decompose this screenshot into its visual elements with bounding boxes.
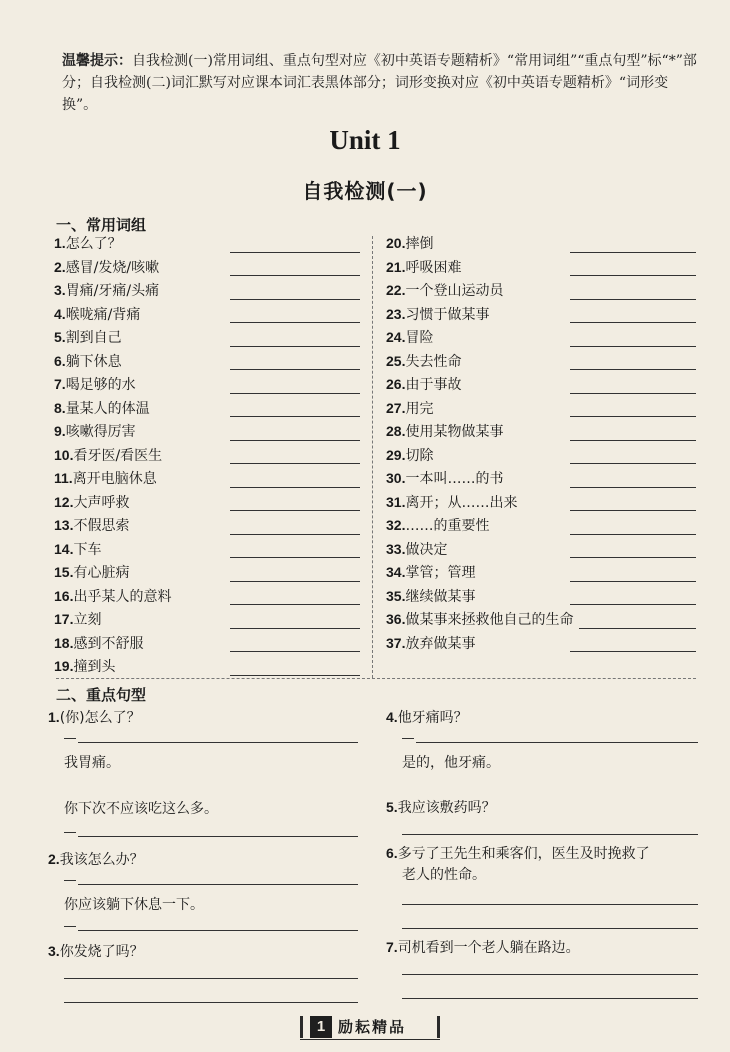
phrase-text: 下车 (73, 541, 102, 558)
phrase-number: 29. (386, 446, 406, 463)
answer-blank[interactable] (230, 299, 360, 300)
answer-blank[interactable] (570, 463, 696, 464)
phrase-item (54, 491, 366, 515)
phrase-item (54, 326, 366, 350)
answer-blank[interactable] (230, 510, 360, 511)
phrase-item (386, 232, 700, 256)
answer-blank[interactable] (230, 393, 360, 394)
phrase-text: 使用某物做某事 (405, 424, 504, 440)
answer-blank[interactable] (570, 557, 696, 558)
answer-blank[interactable] (570, 346, 696, 347)
phrase-text: 用完 (405, 400, 434, 417)
page-footer (300, 1014, 440, 1040)
phrase-item (54, 467, 366, 491)
phrase-text: 继续做某事 (405, 588, 476, 605)
phrase-text: 怎么了？ (65, 236, 122, 252)
phrase-number: 21. (386, 258, 406, 275)
phrase-number: 27. (386, 399, 406, 416)
sentence-response: 你应该躺下休息一下。 (64, 897, 204, 913)
phrase-text: 量某人的体温 (65, 400, 150, 417)
answer-line[interactable] (64, 1002, 358, 1003)
sentence-item (386, 842, 650, 865)
phrase-item (54, 350, 366, 374)
answer-blank[interactable] (570, 604, 696, 605)
unit-title: Unit 1 (329, 125, 401, 155)
phrase-number: 12. (54, 493, 74, 510)
phrase-number: 36. (386, 611, 406, 627)
phrase-number: 10. (54, 446, 74, 463)
phrase-item (386, 444, 700, 468)
phrase-item (54, 397, 366, 421)
sentence-number: 7. (386, 939, 398, 955)
phrase-item (386, 514, 700, 538)
phrase-number: 25. (386, 352, 406, 369)
answer-blank[interactable] (230, 651, 360, 652)
phrase-number: 14. (54, 540, 74, 557)
tip-note (62, 50, 702, 116)
phrases-left-column (54, 232, 366, 679)
sentence-number: 2. (48, 851, 60, 867)
phrase-number: 22. (386, 282, 406, 298)
phrase-text: 割到自己 (65, 330, 122, 346)
answer-line[interactable] (416, 742, 698, 743)
sentence-prompt: 我该怎么办？ (59, 852, 144, 868)
phrase-number: 16. (54, 587, 74, 604)
phrase-item (386, 303, 700, 327)
phrase-item (386, 608, 700, 632)
answer-line[interactable] (78, 884, 358, 885)
answer-blank[interactable] (230, 604, 360, 605)
dash-mark (64, 926, 76, 927)
answer-line[interactable] (64, 978, 358, 979)
phrase-number: 31. (386, 493, 406, 510)
phrase-text: 冒险 (405, 330, 434, 346)
phrase-item (54, 632, 366, 656)
answer-blank[interactable] (230, 557, 360, 558)
phrase-text: 一本叫……的书 (405, 471, 504, 487)
phrase-text: 喉咙痛/背痛 (65, 306, 141, 323)
answer-blank[interactable] (230, 675, 360, 676)
footer-bar (300, 1016, 303, 1038)
section-phrases-title: 一、常用词组 (56, 216, 147, 234)
phrase-text: 立刻 (73, 612, 102, 628)
phrase-number: 24. (386, 329, 406, 345)
sentence-item (48, 848, 144, 871)
dash-mark (64, 738, 76, 739)
sentence-response: 是的，他牙痛。 (402, 755, 500, 771)
phrase-number: 17. (54, 611, 74, 627)
phrase-number: 28. (386, 423, 406, 439)
phrase-item (54, 608, 366, 632)
phrase-number: 35. (386, 587, 406, 604)
phrase-text: 咳嗽得厉害 (65, 424, 136, 440)
sentence-response: 你下次不应该吃这么多。 (64, 801, 218, 817)
phrase-number: 1. (54, 235, 66, 251)
sentence-prompt-continued: 老人的性命。 (402, 867, 486, 883)
answer-blank[interactable] (230, 534, 360, 535)
phrase-number: 11. (54, 470, 73, 486)
answer-blank[interactable] (230, 416, 360, 417)
sentence-item (386, 706, 468, 729)
sentence-prompt: 你发烧了吗？ (59, 944, 144, 960)
column-divider (372, 236, 373, 678)
phrase-item (386, 256, 700, 280)
phrase-item (386, 491, 700, 515)
phrase-item (54, 373, 366, 397)
check-title: 自我检测(一) (302, 179, 428, 203)
phrase-number: 13. (54, 517, 74, 533)
phrase-item (54, 303, 366, 327)
phrase-number: 9. (54, 423, 66, 439)
answer-line[interactable] (402, 974, 698, 975)
answer-blank[interactable] (570, 440, 696, 441)
answer-blank[interactable] (570, 369, 696, 370)
phrase-text: 做决定 (405, 541, 448, 558)
dash-mark (64, 832, 76, 833)
phrase-item (54, 514, 366, 538)
answer-blank[interactable] (570, 534, 696, 535)
phrase-number: 15. (54, 564, 74, 580)
answer-blank[interactable] (230, 487, 360, 488)
tip-text: 自我检测(一)常用词组、重点句型对应《初中英语专题精析》“常用词组”“重点句型”标“*”部分；自我检测(二)词汇默写对应课本词汇表黑体部分；词形变换对应《初中英语专题精析》“词形变换”。 (62, 53, 697, 113)
phrase-text: 感冒/发烧/咳嗽 (65, 259, 160, 276)
phrase-text: 看牙医/看医生 (73, 447, 163, 464)
phrase-text: 失去性命 (405, 353, 462, 370)
phrase-item (386, 279, 700, 303)
phrase-item (386, 538, 700, 562)
phrase-number: 37. (386, 634, 406, 651)
section-divider (56, 678, 696, 679)
answer-blank[interactable] (230, 322, 360, 323)
sentence-response: 我胃痛。 (64, 755, 120, 771)
sentence-number: 5. (386, 799, 398, 815)
phrase-number: 2. (54, 258, 66, 275)
phrase-number: 20. (386, 235, 406, 251)
phrase-item (54, 655, 366, 679)
phrase-item (54, 561, 366, 585)
dash-mark (64, 880, 76, 881)
sentence-number: 4. (386, 709, 398, 725)
phrase-number: 34. (386, 564, 406, 580)
phrase-text: 不假思索 (73, 518, 130, 534)
phrase-text: 由于事故 (405, 377, 462, 393)
sentence-prompt: 多亏了王先生和乘客们，医生及时挽救了 (397, 846, 650, 862)
phrase-number: 3. (54, 282, 66, 298)
answer-blank[interactable] (570, 487, 696, 488)
phrase-text: 大声呼救 (73, 494, 130, 511)
answer-line[interactable] (78, 742, 358, 743)
phrase-item (54, 420, 366, 444)
phrase-number: 32. (386, 517, 406, 533)
phrase-number: 30. (386, 470, 406, 486)
phrase-text: 切除 (405, 447, 434, 464)
answer-blank[interactable] (570, 510, 696, 511)
phrase-item (386, 467, 700, 491)
phrase-number: 26. (386, 376, 406, 392)
phrase-item (54, 538, 366, 562)
phrase-number: 19. (54, 658, 74, 674)
answer-line[interactable] (402, 998, 698, 999)
tip-label: 温馨提示： (62, 53, 132, 69)
phrase-text: 感到不舒服 (73, 635, 144, 652)
phrase-text: 呼吸困难 (405, 259, 462, 276)
answer-blank[interactable] (579, 628, 696, 629)
phrase-text: 躺下休息 (65, 353, 122, 370)
phrase-item (386, 561, 700, 585)
answer-line[interactable] (78, 930, 358, 931)
sentence-item (386, 796, 496, 819)
phrase-number: 6. (54, 352, 66, 369)
answer-line[interactable] (402, 834, 698, 835)
section-sentences-title: 二、重点句型 (56, 686, 147, 704)
phrase-text: 放弃做某事 (405, 635, 476, 652)
answer-blank[interactable] (570, 322, 696, 323)
phrase-item (386, 420, 700, 444)
phrase-item (54, 256, 366, 280)
phrase-text: 摔倒 (405, 236, 434, 252)
page-number: 1 (310, 1016, 332, 1038)
phrase-text: 出乎某人的意料 (73, 588, 172, 605)
answer-blank[interactable] (230, 346, 360, 347)
phrase-number: 23. (386, 305, 406, 322)
sentence-item (48, 940, 144, 963)
phrase-item (386, 397, 700, 421)
answer-blank[interactable] (570, 581, 696, 582)
dash-mark (402, 738, 414, 739)
phrase-text: 有心脏病 (73, 565, 130, 581)
phrase-text: 掌管；管理 (405, 565, 476, 581)
sentence-number: 1. (48, 709, 60, 725)
answer-blank[interactable] (570, 275, 696, 276)
answer-blank[interactable] (570, 416, 696, 417)
brand-name: 励耘精品 (338, 1018, 407, 1036)
sentence-prompt: 司机看到一个老人躺在路边。 (397, 940, 580, 956)
sentence-item (48, 706, 141, 729)
sentence-prompt: (你)怎么了？ (59, 710, 141, 726)
answer-line[interactable] (78, 836, 358, 837)
phrase-text: 做某事来拯救他自己的生命 (405, 612, 574, 628)
phrase-number: 7. (54, 376, 66, 392)
answer-line[interactable] (402, 904, 698, 905)
answer-blank[interactable] (230, 581, 360, 582)
phrase-text: 一个登山运动员 (405, 283, 504, 299)
phrase-text: 胃痛/牙痛/头痛 (65, 283, 160, 299)
phrase-text: 喝足够的水 (65, 377, 136, 393)
phrase-item (386, 585, 700, 609)
answer-blank[interactable] (570, 299, 696, 300)
answer-blank[interactable] (570, 252, 696, 253)
answer-blank[interactable] (230, 463, 360, 464)
phrase-item (386, 373, 700, 397)
answer-blank[interactable] (230, 369, 360, 370)
answer-blank[interactable] (570, 651, 696, 652)
phrase-text: 撞到头 (73, 659, 116, 675)
phrase-item (54, 585, 366, 609)
sentence-prompt: 我应该敷药吗？ (397, 800, 496, 816)
phrase-text: 离开电脑休息 (72, 471, 157, 487)
phrase-number: 8. (54, 399, 66, 416)
sentence-number: 6. (386, 845, 398, 861)
phrase-number: 4. (54, 305, 66, 322)
footer-underline (300, 1039, 440, 1040)
sentence-item (386, 936, 580, 959)
phrase-item (386, 350, 700, 374)
phrase-text: ……的重要性 (405, 518, 490, 534)
answer-blank[interactable] (570, 393, 696, 394)
phrase-item (54, 232, 366, 256)
phrase-item (386, 632, 700, 656)
sentence-prompt: 他牙痛吗？ (397, 710, 468, 726)
phrase-number: 18. (54, 634, 74, 651)
sentence-number: 3. (48, 943, 60, 959)
footer-bar (437, 1016, 440, 1038)
answer-blank[interactable] (230, 275, 360, 276)
answer-line[interactable] (402, 928, 698, 929)
answer-blank[interactable] (230, 252, 360, 253)
phrase-item (54, 279, 366, 303)
phrase-item (386, 326, 700, 350)
phrase-text: 习惯于做某事 (405, 306, 490, 323)
answer-blank[interactable] (230, 628, 360, 629)
phrases-right-column (386, 232, 700, 655)
phrase-text: 离开；从……出来 (405, 494, 518, 511)
phrase-item (54, 444, 366, 468)
phrase-number: 33. (386, 540, 406, 557)
phrase-number: 5. (54, 329, 66, 345)
answer-blank[interactable] (230, 440, 360, 441)
